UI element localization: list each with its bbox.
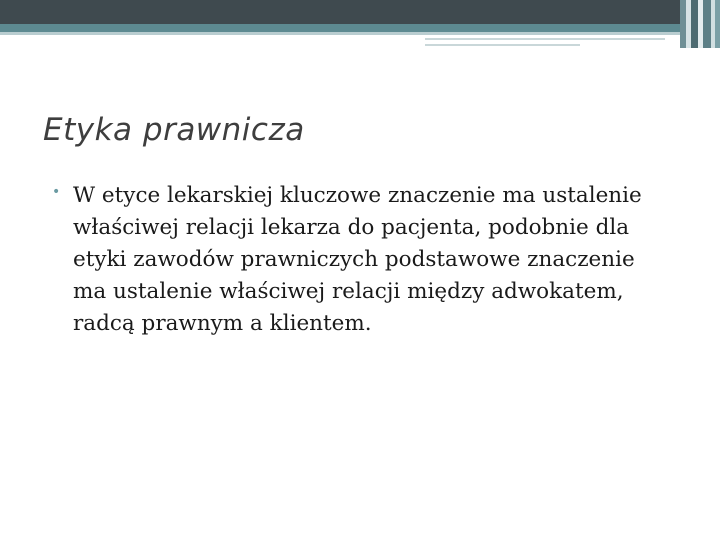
header-accent-line-short bbox=[425, 44, 580, 46]
bullet-marker-icon: • bbox=[52, 184, 61, 200]
bullet-list bbox=[52, 180, 672, 340]
header-accent-line bbox=[425, 38, 665, 40]
header-band-light bbox=[0, 32, 720, 35]
slide-title: Etyka prawnicza bbox=[43, 112, 305, 148]
bullet-item bbox=[52, 180, 672, 340]
header-stripe-decoration bbox=[680, 0, 720, 48]
stripe bbox=[715, 0, 720, 48]
stripe bbox=[691, 0, 698, 48]
stripe bbox=[703, 0, 711, 48]
header-band-teal bbox=[0, 24, 720, 32]
header-band-dark bbox=[0, 0, 720, 24]
bullet-text: W etyce lekarskiej kluczowe znaczenie ma ustalenie właściwej relacji lekarza do pacjenta, podobnie dla etyki zawodów prawniczych podstawowe znaczenie ma ustalenie właściwej relacji między adwokatem, radcą prawnym a klientem. bbox=[73, 183, 642, 336]
